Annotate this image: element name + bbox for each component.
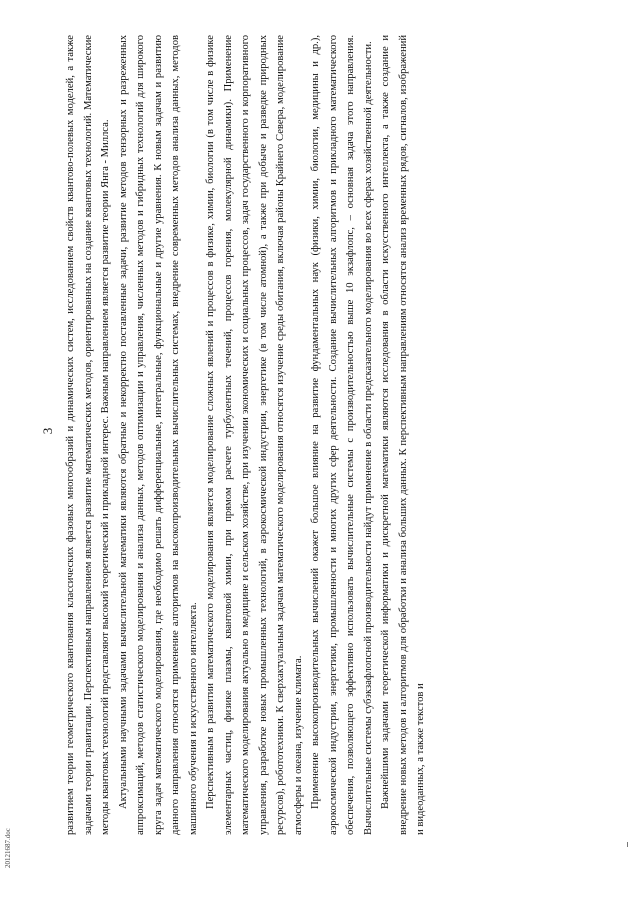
body-text — [62, 35, 430, 835]
paragraph-4: Применение высокопроизводительных вычислений окажет большое влияние на развитие фундаментальных наук (физики, химии, биологии, медицины и др.), аэрокосмической индустрии, энергетики, промышленности и многих других сфер деятельности. Создание вычислительных алгоритмов и прикладного математического обеспечения, позволяющего эффективно использовать вычислительные системы с производительностью выше 10 экзафлопс, – основная задача этого направления. Вычислительные системы субэкзафлопсной производительности найдут применение в области предсказательного моделирования во всех сферах хозяйственной деятельности. — [310, 35, 374, 835]
page-number: 3 — [40, 427, 55, 435]
paragraph-3: Перспективным в развитии математического моделирования является моделирование сложных явлений и процессов в физике, химии, биологии (в том числе в физике элементарных частиц, физике плазмы, квантовой химии, при прямом расчете турбулентных течений, процессов горения, молекулярной динамики). Применение математического моделирования актуально в медицине и сельском хозяйстве, при изучении экономических и социальных процессов, задач государственного и корпоративного управления, разработке новых промышленных технологий, в аэрокосмической индустрии, энергетике (в том числе атомной), а также при добыче и разведке природных ресурсов), робототехники. К сверхактуальным задачам математического моделирования относятся изучение среды обитания, включая районы Крайнего Севера, моделирование атмосферы и океана, изучение климата. — [205, 35, 304, 835]
rotated-content — [40, 35, 600, 835]
document-file-code: 20121687.doc — [4, 828, 12, 868]
paragraph-2: Актуальными научными задачами вычислительной математики являются обратные и некорректно поставленные задачи, развитие методов тензорных и разреженных аппроксимаций, методов статистического моделирования и анализа данных, методов оптимизации и управления, численных методов и гибридных технологий для широкого круга задач математического моделирования, где необходимо решать дифференциальные, интегральные, функциональные и другие уравнения. К новым задачам и развитию данного направления относятся применение алгоритмов на высокопроизводительных вычислительных системах, внедрение современных методов анализа данных, методов машинного обучения и искусственного интеллекта. — [117, 35, 199, 835]
scan-mark — [627, 842, 628, 847]
paragraph-1: развитием теории геометрического квантования классических фазовых многообразий и динамических систем, исследованием свойств квантово-полевых моделей, а также задачами теории гравитации. Перспективным направлением является развитие математических методов, ориентированных на создание квантовых технологий. Математические методы квантовых технологий представляют высокий теоретический и прикладной интерес. Важным направлением является развитие теории Янга - Миллса. — [65, 35, 111, 835]
paragraph-5: Важнейшими задачами теоретической информатики и дискретной математики являются исследования в области искусственного интеллекта, а также создание и внедрение новых методов и алгоритмов для обработки и анализа больших данных. К перспективным направлениям относятся анализ временных рядов, сигналов, изображений и видеоданных, а также текстов и — [380, 35, 426, 835]
